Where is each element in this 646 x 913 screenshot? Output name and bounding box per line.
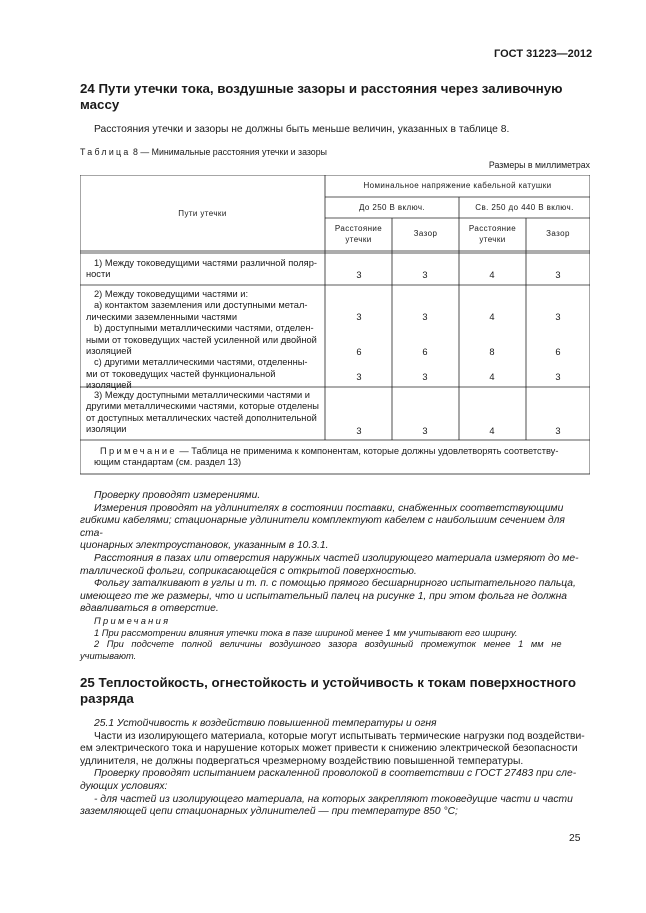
row-3-value: 3 xyxy=(356,426,362,436)
header-creepage-line1: Расстояние xyxy=(334,224,383,233)
page-number: 25 xyxy=(569,833,581,844)
row-2a-value: 3 xyxy=(555,312,561,322)
header-creepage-440 xyxy=(459,223,526,245)
row-3-value: 3 xyxy=(555,426,561,436)
body-p4-l2: имеющего те же размеры, что и испытательный палец на рисунке 1, при этом фольга не должна xyxy=(80,590,568,602)
table-units: Размеры в миллиметрах xyxy=(488,160,590,170)
header-creepage-line2: утечки xyxy=(345,235,372,244)
table-note-label: Примечание xyxy=(100,446,177,456)
row-2b-value: 8 xyxy=(489,347,495,357)
row-2c-value: 4 xyxy=(489,372,495,382)
row-2-line: ми от токоведущих частей функциональной изоляцией xyxy=(86,368,276,391)
row-2c-value: 3 xyxy=(555,372,561,382)
section-25-title-line2: разряда xyxy=(80,691,134,706)
row-1-value: 3 xyxy=(356,270,362,280)
row-2c-value: 3 xyxy=(356,372,362,382)
header-clearance-250: Зазор xyxy=(413,229,438,238)
body-p1: Проверку проводят измерениями. xyxy=(94,490,261,501)
row-1-description xyxy=(86,258,321,281)
s25-p2-l2: дующих условиях: xyxy=(80,780,168,792)
body-p2-l1: Измерения проводят на удлинителях в состоянии поставки, снабженных соответствующими xyxy=(94,502,564,514)
row-2a-value: 3 xyxy=(422,312,428,322)
header-creepage-line1: Расстояние xyxy=(468,224,517,233)
row-1-value: 3 xyxy=(422,270,428,280)
row-2-line: лическими заземленными частями xyxy=(86,311,238,322)
s25-p1-l3: удлинителя, не должны подвергаться чрезмерному воздействию повышенной температуры. xyxy=(80,755,524,767)
row-3-value: 3 xyxy=(422,426,428,436)
row-2-line: a) контактом заземления или доступными метал- xyxy=(94,300,308,311)
body-p2-l3: ционарных электроустановок, указанным в 10.3.1. xyxy=(80,540,329,552)
row-3-line: 3) Между доступными металлическими частями и xyxy=(94,390,310,400)
row-1-value: 4 xyxy=(489,270,495,280)
row-2c-value: 3 xyxy=(422,372,428,382)
notes-block xyxy=(80,616,590,662)
header-creepage-line2: утечки xyxy=(479,235,506,244)
header-clearance-440: Зазор xyxy=(546,229,570,238)
notes-label: Примечания xyxy=(94,616,171,626)
section-24-title-line2: массу xyxy=(80,97,120,112)
body-p3-l2: таллической фольги, соприкасающейся с открытой поверхностью. xyxy=(80,565,417,577)
body-p3-l1: Расстояния в пазах или отверстия наружных частей изолирующего материала измеряют до ме- xyxy=(94,552,579,564)
row-2a-value: 4 xyxy=(489,312,495,322)
section-24-title-line1: 24 Пути утечки тока, воздушные зазоры и расстояния через заливочную xyxy=(80,81,563,96)
row-3-value: 4 xyxy=(489,426,495,436)
table-note xyxy=(86,446,586,469)
row-2-line: изоляцией xyxy=(86,346,132,357)
table-caption-text: 8 — Минимальные расстояния утечки и зазоры xyxy=(133,147,327,157)
header-over-250: Св. 250 до 440 В включ. xyxy=(475,203,574,212)
table-caption-label: Таблица xyxy=(80,147,131,157)
row-2b-value: 6 xyxy=(356,347,362,357)
table-note-text1: — Таблица не применима к компонентам, которые должны удовлетворять соответству- xyxy=(179,446,559,456)
body-p2-l2: гибкими кабелями; стационарные удлинители комплектуют кабелем с наибольшим сечением для ста- xyxy=(80,515,565,539)
section-25-body xyxy=(80,718,590,819)
header-voltage: Номинальное напряжение кабельной катушки xyxy=(363,181,552,190)
body-p4-l1: Фольгу заталкивают в углы и т. п. с помощью прямого бесшарнирного испытательного пальца, xyxy=(94,578,576,590)
s25-p2-l1: Проверку проводят испытанием раскаленной проволокой в соответствии с ГОСТ 27483 при сле- xyxy=(94,768,577,780)
header-paths: Пути утечки xyxy=(178,209,227,218)
section-25-1-subtitle: 25.1 Устойчивость к воздействию повышенной температуры и огня xyxy=(94,718,437,729)
row-2-line: b) доступными металлическими частями, отделен- xyxy=(94,323,314,334)
body-paragraphs xyxy=(80,490,590,616)
row-3-line: другими металлическими частями, которые отделены xyxy=(86,401,319,412)
note-2-l1: 2 При подсчете полной величины воздушного зазора воздушный промежуток менее 1 мм не xyxy=(94,639,562,650)
s25-p1-l1: Части из изолирующего материала, которые могут испытывать термические нагрузки под воздействи- xyxy=(94,730,585,742)
row-2-line: c) другими металлическими частями, отделенны- xyxy=(94,357,308,368)
header-creepage-250 xyxy=(325,223,392,245)
row-1-line: ности xyxy=(86,269,111,280)
table-caption xyxy=(80,147,327,157)
section-24-intro: Расстояния утечки и зазоры не должны быть меньше величин, указанных в таблице 8. xyxy=(94,124,510,135)
s25-p3-l1: - для частей из изолирующего материала, на которых закрепляют токоведущие части и части xyxy=(94,793,573,805)
row-3-line: от доступных металлических частей дополнительной xyxy=(86,412,317,423)
row-3-line: изоляции xyxy=(86,424,127,435)
row-2b-value: 6 xyxy=(555,347,561,357)
header-up-to-250: До 250 В включ. xyxy=(358,203,426,212)
body-p4-l3: вдавливаться в отверстие. xyxy=(80,603,219,615)
note-2-l2: учитывают. xyxy=(80,650,137,661)
section-25-title-line1: 25 Теплостойкость, огнестойкость и устойчивость к токам поверхностного xyxy=(80,675,577,690)
s25-p1-l2: ем электрического тока и нарушение которых может привести к снижению электрической безопасности xyxy=(80,743,578,755)
row-2-description xyxy=(86,289,321,392)
row-2-line: 2) Между токоведущими частями и: xyxy=(94,289,249,299)
row-1-line: 1) Между токоведущими частями различной поляр- xyxy=(94,258,317,268)
row-1-value: 3 xyxy=(555,270,561,280)
table-8 xyxy=(80,175,590,475)
row-2a-value: 3 xyxy=(356,312,362,322)
row-2b-value: 6 xyxy=(422,347,428,357)
table-note-line1 xyxy=(86,446,586,457)
row-3-description xyxy=(86,390,321,436)
note-1: 1 При рассмотрении влияния утечки тока в пазе шириной менее 1 мм учитывают его ширину. xyxy=(94,627,518,638)
standard-number: ГОСТ 31223—2012 xyxy=(494,48,593,60)
row-2-line: ными от токоведущих частей усиленной или двойной xyxy=(86,334,317,345)
s25-p3-l2: заземляющей цепи стационарных удлинителей — при температуре 850 °С; xyxy=(80,806,458,818)
table-note-line2: ющим стандартам (см. раздел 13) xyxy=(94,457,242,468)
section-25-title xyxy=(80,675,590,707)
section-24-title xyxy=(80,81,590,113)
